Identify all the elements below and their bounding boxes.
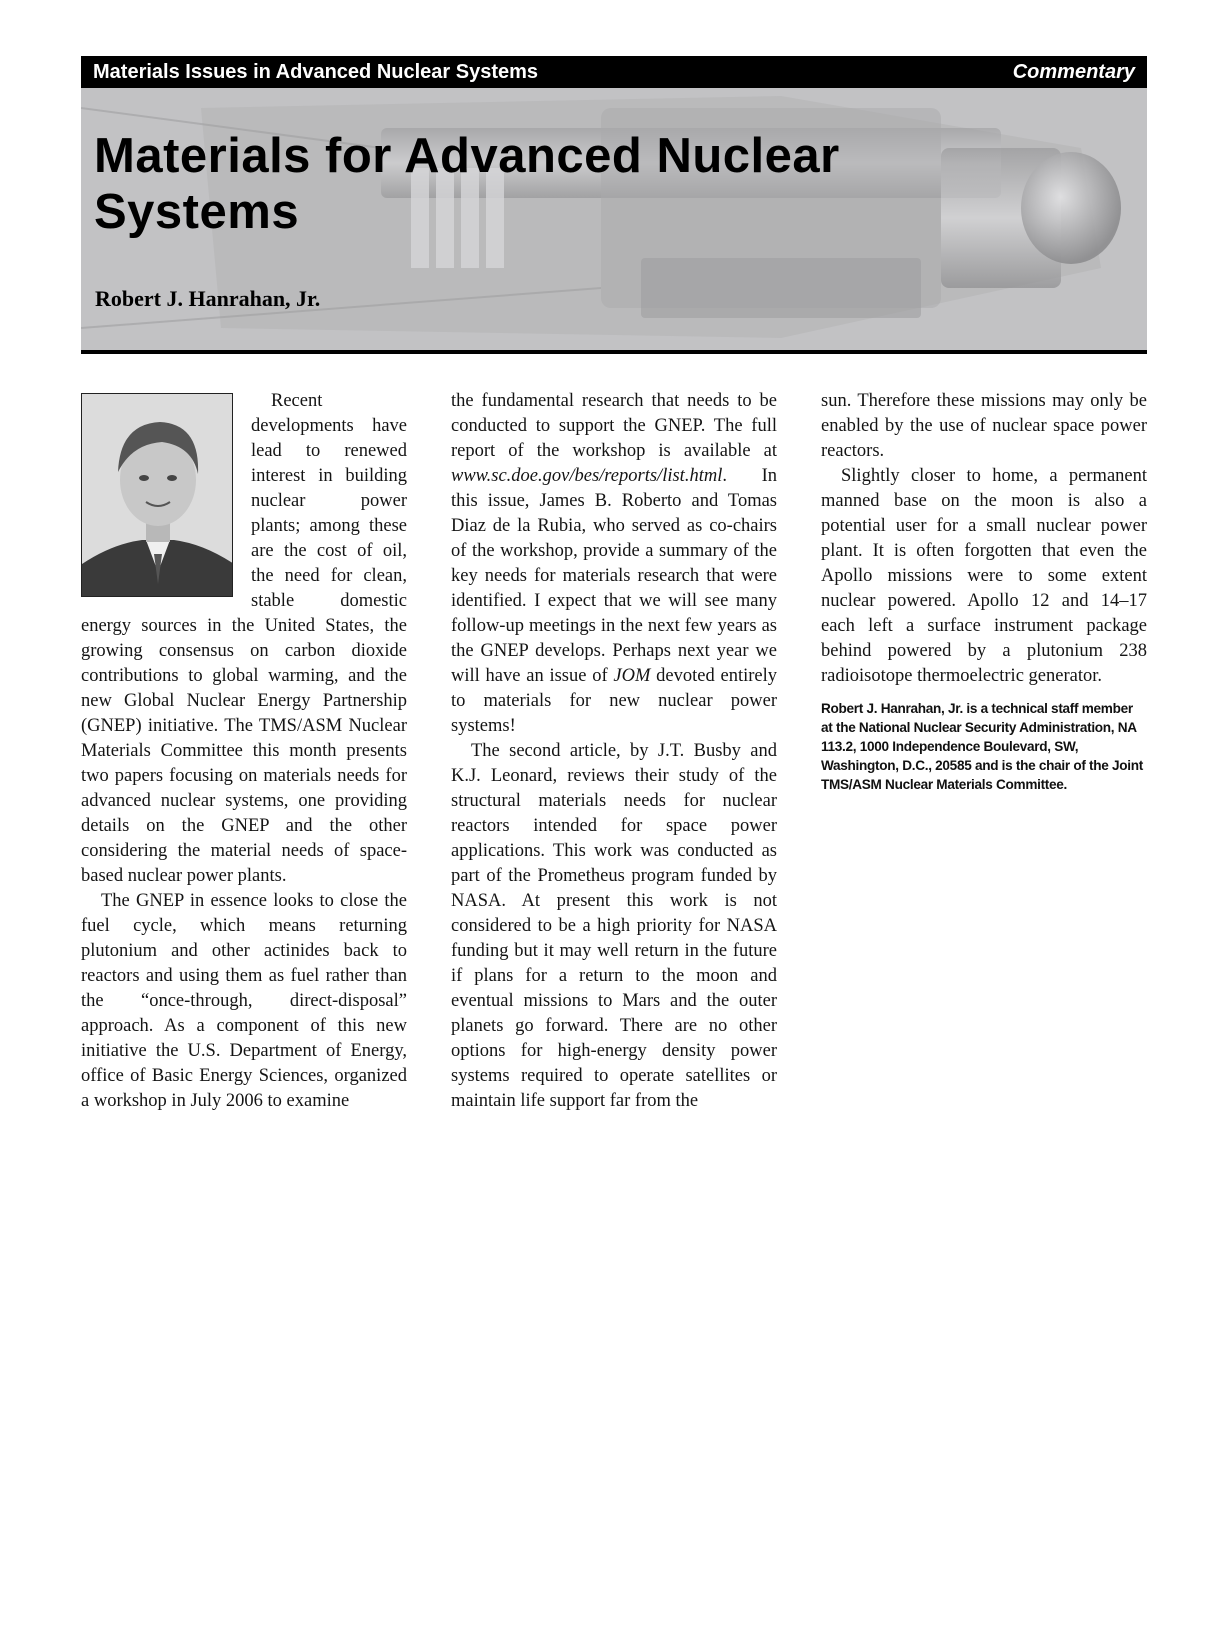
journal-name: JOM xyxy=(613,666,651,686)
text-column-2 xyxy=(451,389,777,1114)
paragraph: Slightly closer to home, a permanent manned base on the moon is also a potential user for a small nuclear power plant. It is often forgotten that even the Apollo missions were to some extent nuclear powered. Apollo 12 and 14–17 each left a surface instrument package behind powered by a plutonium 238 radioisotope thermoelectric generator. xyxy=(821,466,1147,686)
section-header-bar xyxy=(81,56,1147,88)
paragraph: The second article, by J.T. Busby and K.J. Leonard, reviews their study of the structural materials needs for nuclear reactors intended for space power applications. This work was conducted as part of the Prometheus program funded by NASA. At present this work is not considered to be a high priority for NASA funding but it may well return in the future if plans for a return to the moon and eventual missions to Mars and the outer planets go forward. There are no other options for high-energy density power systems required to operate satellites or maintain life support far from the xyxy=(451,741,777,1111)
author-photo xyxy=(81,393,233,597)
paragraph-text: devoted entirely to materials for new nuclear power systems! xyxy=(451,666,777,736)
paragraph xyxy=(451,389,777,739)
section-title: Materials Issues in Advanced Nuclear Systems xyxy=(93,61,539,83)
article-author: Robert J. Hanrahan, Jr. xyxy=(95,286,321,311)
author-bio: Robert J. Hanrahan, Jr. is a technical staff member at the National Nuclear Security Administration, NA 113.2, 1000 Independence Boulevard, SW, Washington, D.C., 20585 and is the chair of the Joint TMS/ASM Nuclear Materials Committee. xyxy=(821,701,1143,792)
paragraph-text: . In this issue, James B. Roberto and Tomas Diaz de la Rubia, who served as co-chairs of the workshop, provide a summary of the key needs for materials research that were identified. I expect that we will see many follow-up meetings in the next few years as the GNEP develops. Perhaps next year we will have an issue of xyxy=(451,466,777,686)
report-url: www.sc.doe.gov/bes/reports/list.html xyxy=(451,466,723,486)
title-banner xyxy=(81,88,1147,354)
paragraph: The GNEP in essence looks to close the fuel cycle, which means returning plutonium and other actinides back to reactors and using them as fuel rather than the “once-through, direct-disposal” approach. As a component of this new initiative the U.S. Department of Energy, office of Basic Energy Sciences, organized a workshop in July 2006 to examine xyxy=(81,891,407,1111)
paragraph-text: the fundamental research that needs to be conducted to support the GNEP. The full report of the workshop is available at xyxy=(451,391,777,461)
article-title: Materials for Advanced Nuclear Systems xyxy=(94,129,840,239)
paragraph: Recent developments have lead to renewed interest in building nuclear power plants; among these are the cost of oil, the need for clean, stable domestic energy sources in the United States, the growing consensus on carbon dioxide contributions to global warming, and the new Global Nuclear Energy Partnership (GNEP) initiative. The TMS/ASM Nuclear Materials Committee this month presents two papers focusing on materials needs for advanced nuclear systems, one providing details on the GNEP and the other considering the material needs of space-based nuclear power plants. xyxy=(81,391,407,886)
category-label: Commentary xyxy=(1012,61,1135,83)
paragraph: sun. Therefore these missions may only be enabled by the use of nuclear space power reactors. xyxy=(821,391,1147,461)
text-column-1 xyxy=(81,389,407,1114)
text-column-3 xyxy=(821,389,1147,794)
